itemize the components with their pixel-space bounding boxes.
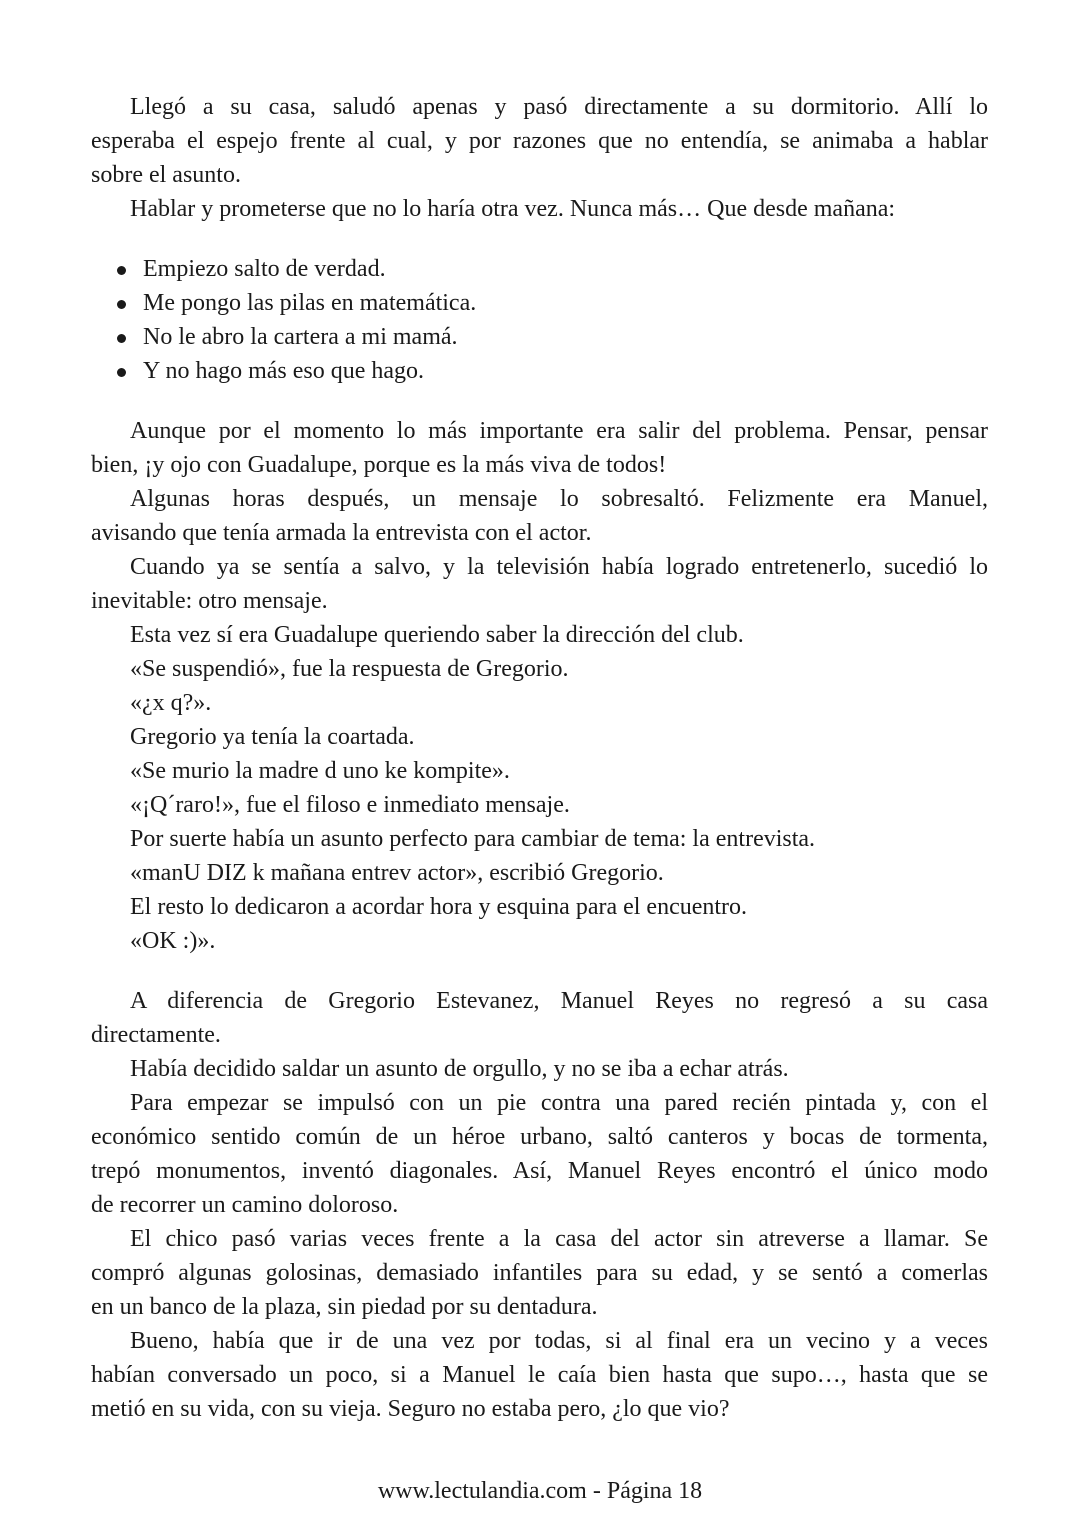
paragraph <box>91 618 988 652</box>
text-line: directamente. <box>91 1022 221 1048</box>
text-line: compró algunas golosinas, demasiado infantiles para su edad, y se sentó a comerlas <box>91 1260 988 1286</box>
text-line: Algunas horas después, un mensaje lo sobresaltó. Felizmente era Manuel, <box>130 486 988 512</box>
list-item <box>91 320 988 354</box>
text-line: Aunque por el momento lo más importante era salir del problema. Pensar, pensar <box>130 418 988 444</box>
paragraph <box>91 1222 988 1324</box>
paragraph <box>91 550 988 618</box>
paragraph <box>91 856 988 890</box>
text-line: económico sentido común de un héroe urbano, saltó canteros y bocas de tormenta, <box>91 1124 988 1150</box>
text-line: Llegó a su casa, saludó apenas y pasó directamente a su dormitorio. Allí lo <box>130 94 988 120</box>
page-body <box>91 90 988 1426</box>
text-line: bien, ¡y ojo con Guadalupe, porque es la más viva de todos! <box>91 452 667 478</box>
list-item <box>91 286 988 320</box>
text-line: en un banco de la plaza, sin piedad por su dentadura. <box>91 1294 598 1320</box>
text-line: Esta vez sí era Guadalupe queriendo saber la dirección del club. <box>130 622 744 648</box>
paragraph <box>91 414 988 482</box>
text-line: Por suerte había un asunto perfecto para cambiar de tema: la entrevista. <box>130 826 816 852</box>
text-line: «¿x q?». <box>130 690 212 716</box>
text-line: A diferencia de Gregorio Estevanez, Manuel Reyes no regresó a su casa <box>130 988 988 1014</box>
text-line: sobre el asunto. <box>91 162 241 188</box>
text-line: Había decidido saldar un asunto de orgullo, y no se iba a echar atrás. <box>130 1056 789 1082</box>
text-line: metió en su vida, con su vieja. Seguro no estaba pero, ¿lo que vio? <box>91 1396 730 1422</box>
paragraph <box>91 482 988 550</box>
text-line: de recorrer un camino doloroso. <box>91 1192 399 1218</box>
text-line: trepó monumentos, inventó diagonales. Así, Manuel Reyes encontró el único modo <box>91 1158 988 1184</box>
bullet-icon <box>117 334 126 343</box>
paragraph <box>91 754 988 788</box>
text-line: avisando que tenía armada la entrevista con el actor. <box>91 520 592 546</box>
bullet-icon <box>117 300 126 309</box>
paragraph <box>91 924 988 958</box>
paragraph <box>91 1052 988 1086</box>
list-item-text: Y no hago más eso que hago. <box>143 358 425 384</box>
list-item <box>91 252 988 286</box>
page-footer: www.lectulandia.com - Página 18 <box>377 1478 703 1504</box>
text-line: Hablar y prometerse que no lo haría otra vez. Nunca más… Que desde mañana: <box>130 196 896 222</box>
paragraph <box>91 90 988 192</box>
paragraph <box>91 788 988 822</box>
text-line: «¡Q´raro!», fue el filoso e inmediato mensaje. <box>130 792 570 818</box>
text-line: «Se suspendió», fue la respuesta de Gregorio. <box>130 656 569 682</box>
text-line: inevitable: otro mensaje. <box>91 588 328 614</box>
paragraph <box>91 1324 988 1426</box>
text-line: «manU DIZ k mañana entrev actor», escribió Gregorio. <box>130 860 664 886</box>
text-line: «Se murio la madre d uno ke kompite». <box>130 758 510 784</box>
paragraph <box>91 192 988 226</box>
list-item-text: Empiezo salto de verdad. <box>143 256 386 282</box>
paragraph <box>91 984 988 1052</box>
text-line: Bueno, había que ir de una vez por todas, si al final era un vecino y a veces <box>130 1328 988 1354</box>
list-item <box>91 354 988 388</box>
text-line: Gregorio ya tenía la coartada. <box>130 724 415 750</box>
bullet-icon <box>117 368 126 377</box>
text-line: El resto lo dedicaron a acordar hora y esquina para el encuentro. <box>130 894 748 920</box>
text-line: habían conversado un poco, si a Manuel le caía bien hasta que supo…, hasta que se <box>91 1362 988 1388</box>
bullet-list <box>91 252 988 388</box>
text-line: esperaba el espejo frente al cual, y por razones que no entendía, se animaba a hablar <box>91 128 988 154</box>
text-line: El chico pasó varias veces frente a la casa del actor sin atreverse a llamar. Se <box>130 1226 988 1252</box>
text-line: Para empezar se impulsó con un pie contra una pared recién pintada y, con el <box>130 1090 988 1116</box>
list-item-text: Me pongo las pilas en matemática. <box>143 290 477 316</box>
text-line: Cuando ya se sentía a salvo, y la televisión había logrado entretenerlo, sucedió lo <box>130 554 988 580</box>
list-item-text: No le abro la cartera a mi mamá. <box>143 324 458 350</box>
paragraph <box>91 822 988 856</box>
paragraph <box>91 1086 988 1222</box>
text-line: «OK :)». <box>130 928 216 954</box>
bullet-icon <box>117 266 126 275</box>
paragraph <box>91 686 988 720</box>
paragraph <box>91 720 988 754</box>
paragraph <box>91 652 988 686</box>
paragraph <box>91 890 988 924</box>
